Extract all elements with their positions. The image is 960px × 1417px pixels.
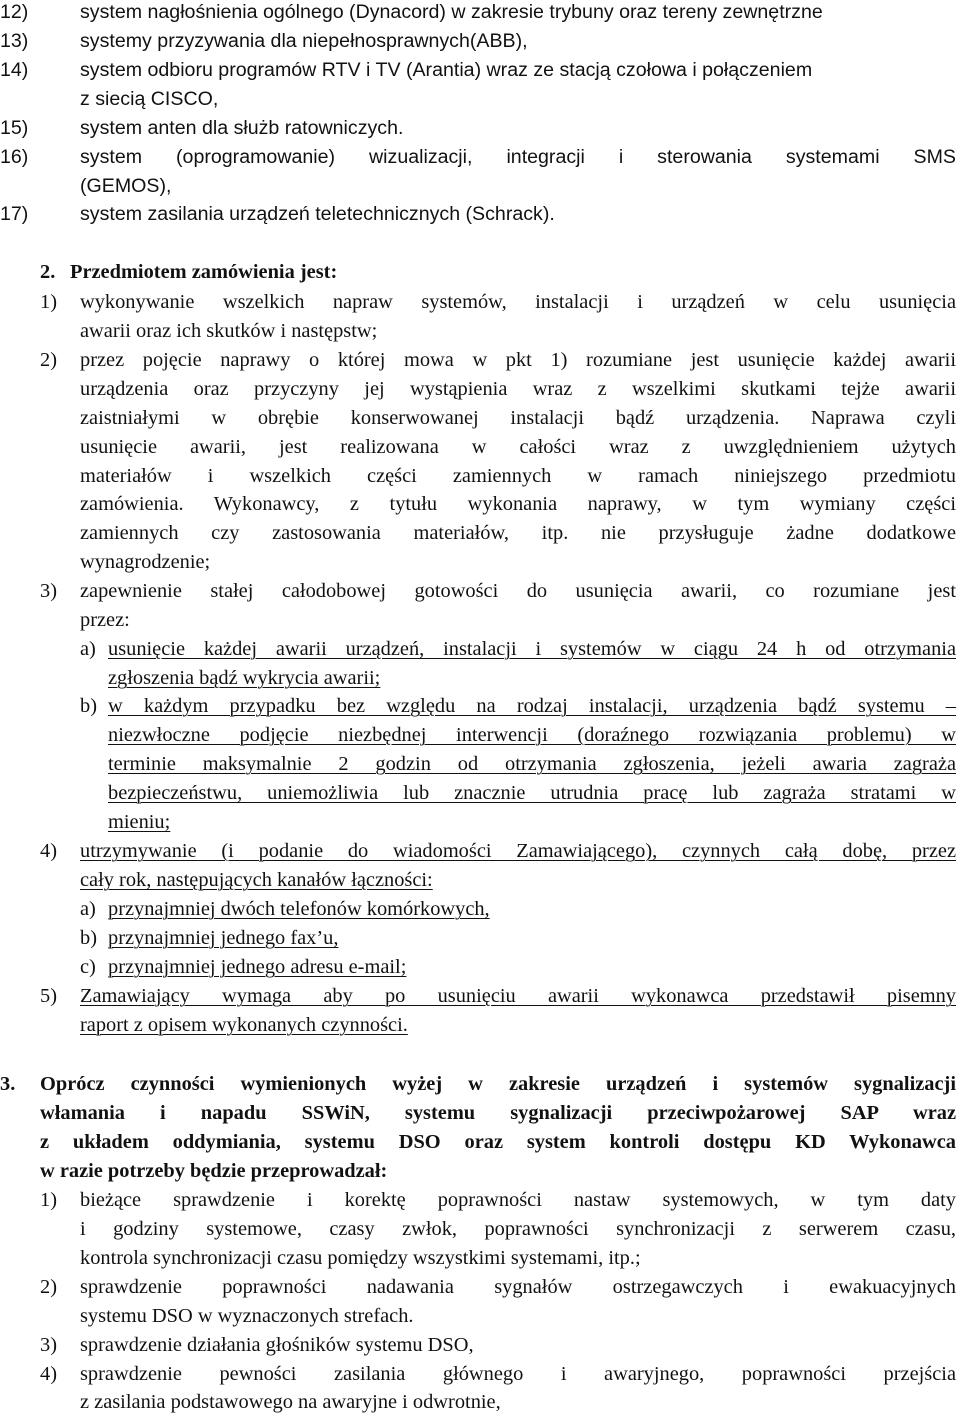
s2-item-4c: [0, 953, 956, 982]
list-number: 3): [40, 580, 57, 602]
s2-item-3b-cont: [0, 779, 956, 808]
list-letter: b): [80, 927, 97, 949]
list-number: 16): [0, 146, 29, 168]
list-text: usunięcie awarii, jest realizowana w całości wraz z uwzględnieniem użytych: [80, 436, 956, 458]
list-letter: a): [80, 638, 96, 660]
section-3-heading-cont: [0, 1157, 956, 1186]
list-letter: b): [80, 695, 97, 717]
list-text: Zamawiający wymaga aby po usunięciu awarii wykonawca przedstawił pisemny: [80, 985, 956, 1007]
list-text: przez:: [80, 609, 130, 631]
list-number: 4): [40, 840, 57, 862]
s2-item-2-cont: [0, 519, 956, 548]
list-text: system anten dla służb ratowniczych.: [80, 117, 404, 139]
list-text: przynajmniej jednego adresu e-mail;: [108, 956, 407, 978]
s2-item-4-cont: [0, 866, 956, 895]
s2-item-5: [0, 982, 956, 1011]
list-text: system (oprogramowanie) wizualizacji, integracji i sterowania systemami SMS: [80, 146, 956, 168]
s2-item-1-cont: [0, 317, 956, 346]
section-3-heading: [0, 1070, 956, 1099]
list-text: wykonywanie wszelkich napraw systemów, instalacji i urządzeń w celu usunięcia: [80, 291, 956, 313]
list-text: sprawdzenie poprawności nadawania sygnałów ostrzegawczych i ewakuacyjnych: [80, 1276, 956, 1298]
list-text: zamiennych czy zastosowania materiałów, itp. nie przysługuje żadne dodatkowe: [80, 522, 956, 544]
s2-item-3b-cont: [0, 721, 956, 750]
list-text: raport z opisem wykonanych czynności.: [80, 1014, 408, 1036]
s2-item-3b-cont: [0, 808, 956, 837]
list-text: wynagrodzenie;: [80, 551, 211, 573]
s2-item-2-cont: [0, 490, 956, 519]
list-text: (GEMOS),: [80, 175, 172, 197]
list-text: i godziny systemowe, czasy zwłok, poprawności synchronizacji z serwerem czasu,: [80, 1218, 956, 1240]
list-number: 15): [0, 117, 29, 139]
list-number: 3): [40, 1334, 57, 1356]
s2-item-3a-cont: [0, 664, 956, 693]
list-item-14-cont: [0, 85, 956, 114]
s2-item-5-cont: [0, 1011, 956, 1040]
list-number: 14): [0, 59, 29, 81]
s3-item-1-cont: [0, 1244, 956, 1273]
list-item-12: [0, 0, 956, 27]
list-text: mieniu;: [108, 811, 171, 833]
section-title: Przedmiotem zamówienia jest:: [70, 261, 338, 283]
s3-item-1: [0, 1186, 956, 1215]
list-text: materiałów i wszelkich części zamiennych w ramach niniejszego przedmiotu: [80, 465, 956, 487]
s3-item-3: [0, 1331, 956, 1360]
s3-item-4-cont: [0, 1388, 956, 1417]
s2-item-3b-cont: [0, 750, 956, 779]
s2-item-2-cont: [0, 404, 956, 433]
list-text: usunięcie każdej awarii urządzeń, instalacji i systemów w ciągu 24 h od otrzymania: [108, 638, 956, 660]
list-text: zapewnienie stałej całodobowej gotowości do usunięcia awarii, co rozumiane jest: [80, 580, 956, 602]
section-title: włamania i napadu SSWiN, systemu sygnalizacji przeciwpożarowej SAP wraz: [40, 1102, 956, 1124]
s3-item-4: [0, 1360, 956, 1389]
section-number: 2.: [40, 261, 56, 283]
list-item-14: [0, 56, 956, 85]
list-number: 2): [40, 1276, 57, 1298]
s2-item-2-cont: [0, 433, 956, 462]
s2-item-2: [0, 346, 956, 375]
list-text: zaistniałymi w obrębie konserwowanej instalacji bądź urządzenia. Naprawa czyli: [80, 407, 956, 429]
section-3-heading-cont: [0, 1128, 956, 1157]
list-number: 17): [0, 203, 29, 225]
list-text: urządzenia oraz przyczyny jej wystąpienia wraz z wszelkimi skutkami tejże awarii: [80, 378, 956, 400]
list-number: 4): [40, 1363, 57, 1385]
list-number: 1): [40, 291, 57, 313]
list-text: zgłoszenia bądź wykrycia awarii;: [108, 667, 381, 689]
list-text: niezwłoczne podjęcie niezbędnej interwencji (doraźnego rozwiązania problemu) w: [108, 724, 956, 746]
list-text: zamówienia. Wykonawcy, z tytułu wykonania naprawy, w tym wymiany części: [80, 493, 956, 515]
list-number: 1): [40, 1189, 57, 1211]
list-item-13: [0, 27, 956, 56]
list-text: systemy przyzywania dla niepełnosprawnych(ABB),: [80, 30, 528, 52]
list-text: terminie maksymalnie 2 godzin od otrzymania zgłoszenia, jeżeli awaria zagraża: [108, 753, 956, 775]
list-text: bezpieczeństwu, uniemożliwia lub znacznie utrudnia pracę lub zagraża stratami w: [108, 782, 956, 804]
s2-item-2-cont: [0, 375, 956, 404]
s2-item-1: [0, 288, 956, 317]
s2-item-3b: [0, 692, 956, 721]
s2-item-4a: [0, 895, 956, 924]
list-item-17: [0, 200, 956, 229]
s2-item-3-cont: [0, 606, 956, 635]
list-text: awarii oraz ich skutków i następstw;: [80, 320, 378, 342]
list-text: systemu DSO w wyznaczonych strefach.: [80, 1305, 414, 1327]
s2-item-2-cont: [0, 462, 956, 491]
list-text: kontrola synchronizacji czasu pomiędzy wszystkimi systemami, itp.;: [80, 1247, 641, 1269]
section-title: w razie potrzeby będzie przeprowadzał:: [40, 1160, 388, 1182]
list-text: bieżące sprawdzenie i korektę poprawności nastaw systemowych, w tym daty: [80, 1189, 956, 1211]
section-2-heading: [0, 258, 956, 287]
list-text: przynajmniej dwóch telefonów komórkowych,: [108, 898, 490, 920]
list-number: 2): [40, 349, 57, 371]
list-text: przez pojęcie naprawy o której mowa w pkt 1) rozumiane jest usunięcie każdej awarii: [80, 349, 956, 371]
list-text: w każdym przypadku bez względu na rodzaj instalacji, urządzenia bądź systemu –: [108, 695, 956, 717]
list-text: system zasilania urządzeń teletechnicznych (Schrack).: [80, 203, 555, 225]
s3-item-1-cont: [0, 1215, 956, 1244]
list-letter: a): [80, 898, 96, 920]
section-title: Oprócz czynności wymienionych wyżej w zakresie urządzeń i systemów sygnalizacji: [40, 1073, 956, 1095]
s2-item-2-cont: [0, 548, 956, 577]
section-number: 3.: [0, 1073, 16, 1095]
list-number: 5): [40, 985, 57, 1007]
s3-item-2-cont: [0, 1302, 956, 1331]
s2-item-4b: [0, 924, 956, 953]
list-item-16-cont: [0, 172, 956, 201]
list-text: z siecią CISCO,: [80, 88, 219, 110]
s3-item-2: [0, 1273, 956, 1302]
list-item-15: [0, 114, 956, 143]
list-text: cały rok, następujących kanałów łączności:: [80, 869, 433, 891]
list-text: system odbioru programów RTV i TV (Arantia) wraz ze stacją czołowa i połączeniem: [80, 59, 813, 81]
list-letter: c): [80, 956, 96, 978]
s2-item-4: [0, 837, 956, 866]
section-title: z układem oddymiania, systemu DSO oraz system kontroli dostępu KD Wykonawca: [40, 1131, 956, 1153]
s2-item-3: [0, 577, 956, 606]
list-number: 12): [0, 1, 29, 23]
list-text: sprawdzenie działania głośników systemu DSO,: [80, 1334, 474, 1356]
list-text: sprawdzenie pewności zasilania głównego i awaryjnego, poprawności przejścia: [80, 1363, 956, 1385]
list-text: system nagłośnienia ogólnego (Dynacord) w zakresie trybuny oraz tereny zewnętrzne: [80, 1, 823, 23]
list-text: przynajmniej jednego fax’u,: [108, 927, 339, 949]
s2-item-3a: [0, 635, 956, 664]
list-number: 13): [0, 30, 29, 52]
section-3-heading-cont: [0, 1099, 956, 1128]
list-text: z zasilania podstawowego na awaryjne i odwrotnie,: [80, 1391, 501, 1413]
list-text: utrzymywanie (i podanie do wiadomości Zamawiającego), czynnych całą dobę, przez: [80, 840, 956, 862]
list-item-16: [0, 143, 956, 172]
